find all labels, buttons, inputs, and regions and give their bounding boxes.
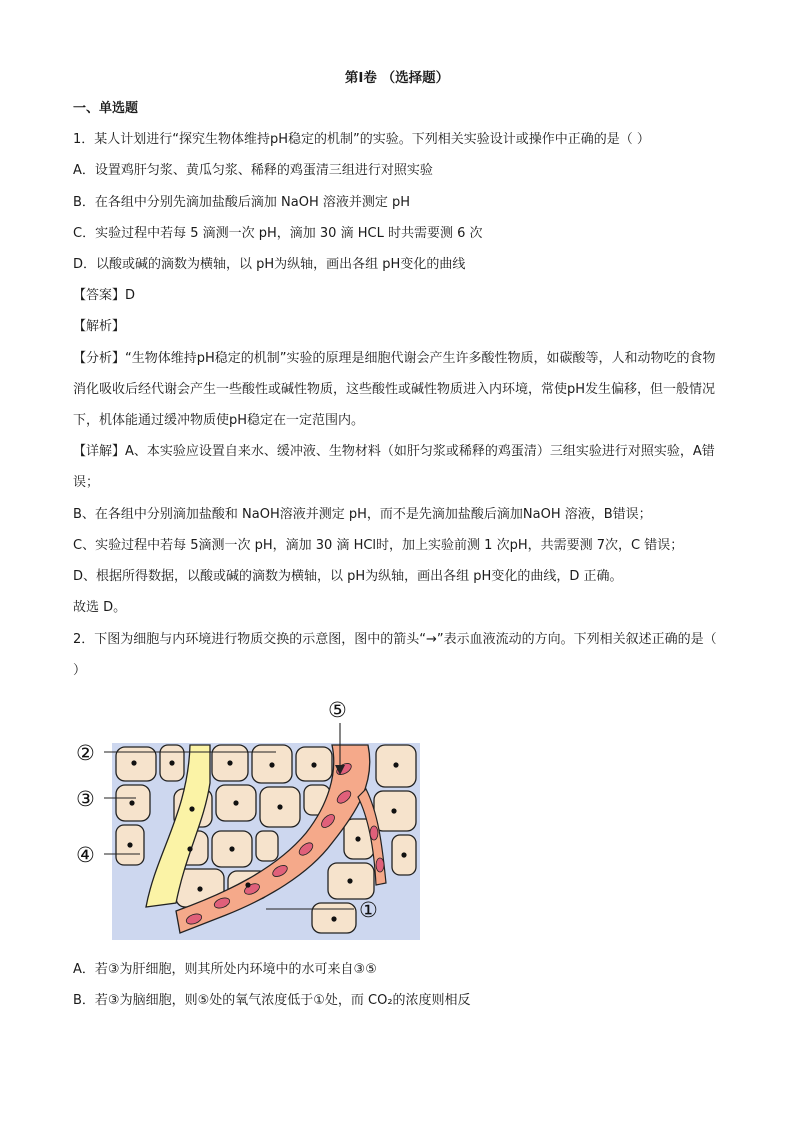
q1-answer <box>73 286 135 306</box>
cell-exchange-diagram <box>76 693 426 945</box>
label-5: ⑤ <box>328 698 347 722</box>
answer-value: D <box>125 288 136 303</box>
q2-option-b: B．若③为脑细胞，则⑤处的氧气浓度低于①处，而 CO₂的浓度则相反 <box>73 993 471 1008</box>
label-3: ③ <box>76 787 95 811</box>
q1-analysis-label: 【解析】 <box>73 319 126 334</box>
page-title: 第Ⅰ卷 （选择题） <box>344 70 450 86</box>
label-4: ④ <box>76 843 95 867</box>
q1-xiangjie-b: B、在各组中分别滴加盐酸和 NaOH溶液并测定 pH，而不是先滴加盐酸后滴加NaOH 溶液，B错误； <box>73 507 652 522</box>
q2-option-a: A．若③为肝细胞，则其所处内环境中的水可来自③⑤ <box>73 962 377 977</box>
q1-xiangjie-d: D、根据所得数据，以酸或碱的滴数为横轴，以 pH为纵轴，画出各组 pH变化的曲线，D 正确。 <box>73 569 623 584</box>
q2-stem: 2．下图为细胞与内环境进行物质交换的示意图，图中的箭头“→”表示血液流动的方向。下列相关叙述正确的是（ ） <box>73 632 717 678</box>
xiangjie-label: 【详解】 <box>73 444 126 459</box>
q1-option-d: D．以酸或碱的滴数为横轴，以 pH为纵轴，画出各组 pH变化的曲线 <box>73 257 466 272</box>
section-heading: 一、单选题 <box>73 101 139 116</box>
xiangjie-a-text: A、本实验应设置自来水、缓冲液、生物材料（如肝匀浆或稀释的鸡蛋清）三组实验进行对照实验，A错误； <box>73 444 715 490</box>
fenxi-label: 【分析】 <box>73 351 126 366</box>
q1-conclusion: 故选 D。 <box>73 600 127 615</box>
answer-label: 【答案】 <box>73 288 126 303</box>
label-2: ② <box>76 741 95 765</box>
q1-option-b: B．在各组中分别先滴加盐酸后滴加 NaOH 溶液并测定 pH <box>73 195 411 210</box>
q1-option-c: C．实验过程中若每 5 滴测一次 pH，滴加 30 滴 HCL 时共需要测 6 次 <box>73 226 483 241</box>
fenxi-text: “生物体维持pH稳定的机制”实验的原理是细胞代谢会产生许多酸性物质，如碳酸等，人和动物吃的食物消化吸收后经代谢会产生一些酸性或碱性物质，这些酸性或碱性物质进入内环境，常使pH发生偏移，但一般情况下，机体能通过缓冲物质使pH稳定在一定范围内。 <box>73 351 716 428</box>
label-1: ① <box>359 898 378 922</box>
q1-xiangjie-a <box>73 436 723 498</box>
q1-fenxi <box>73 343 723 436</box>
q1-stem: 1．某人计划进行“探究生物体维持pH稳定的机制”的实验。下列相关实验设计或操作中正确的是（ ） <box>73 132 650 147</box>
q1-option-a: A．设置鸡肝匀浆、黄瓜匀浆、稀释的鸡蛋清三组进行对照实验 <box>73 163 433 178</box>
q1-xiangjie-c: C、实验过程中若每 5滴测一次 pH，滴加 30 滴 HCl时，加上实验前测 1 次pH，共需要测 7次，C 错误； <box>73 538 684 553</box>
